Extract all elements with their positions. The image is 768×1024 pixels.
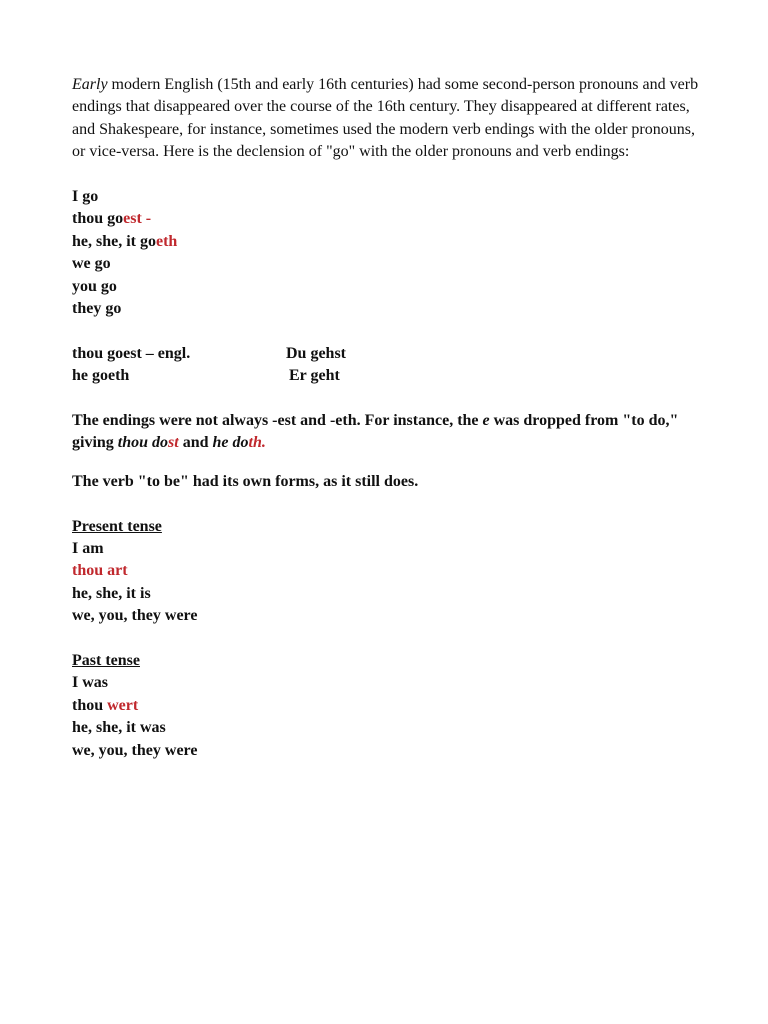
declension-they-go: they go	[72, 300, 122, 318]
endings-text: The endings were not always -est and -eth. For instance, the	[72, 412, 483, 430]
present-thou-art: thou art	[72, 562, 128, 580]
declension-you-go: you go	[72, 277, 117, 295]
he-go-base: he, she, it go	[72, 232, 156, 250]
past-i-was: I was	[72, 674, 109, 692]
past-he-was: he, she, it was	[72, 719, 166, 737]
past-we-were: we, you, they were	[72, 741, 198, 759]
intro-text: modern English (15th and early 16th centuries) had some second-person pronouns and verb endings that disappeared over the course of the 16th century. They disappeared at different rates, and Shakespeare, for instance, sometimes used the modern verb endings with the older pronouns, or vice-versa. Here is the declension of "go" with the older pronouns and verb endings:	[72, 76, 699, 161]
past-thou-wert	[72, 695, 712, 717]
he-doth	[213, 434, 266, 451]
endings-text: was dropped from "to do," giving	[72, 412, 679, 452]
past-tense-section	[72, 650, 712, 762]
thou-go-ending: est -	[123, 210, 152, 228]
past-tense-heading: Past tense	[72, 652, 140, 670]
thou-go-base: thou go	[72, 210, 124, 228]
he-go-ending: eth	[156, 232, 178, 250]
declension-he-goeth	[72, 231, 712, 253]
comparison-german: Er geht	[289, 367, 340, 385]
present-tense-heading: Present tense	[72, 517, 162, 535]
present-he-is: he, she, it is	[72, 584, 151, 602]
declension-i-go: I go	[72, 188, 99, 206]
past-thou-base: thou	[72, 696, 108, 714]
present-tense-section	[72, 516, 712, 628]
comparison-row	[72, 343, 712, 365]
endings-paragraph	[72, 410, 712, 455]
comparison-english: he goeth	[72, 367, 130, 385]
declension-thou-goest	[72, 208, 712, 230]
he-do-base: he do	[212, 434, 249, 452]
comparison-german: Du gehst	[286, 344, 347, 362]
he-do-ending: th.	[248, 434, 266, 452]
go-declension	[72, 186, 712, 320]
declension-we-go: we go	[72, 255, 111, 273]
thou-do-ending: st	[168, 434, 179, 452]
comparison-row	[72, 365, 712, 387]
intro-lead-word: Early	[72, 76, 108, 93]
comparison-english: thou goest – engl.	[72, 344, 191, 362]
endings-and: and	[178, 434, 213, 452]
to-be-paragraph: The verb "to be" had its own forms, as it still does.	[72, 472, 419, 490]
english-german-comparison	[72, 343, 712, 388]
present-we-were: we, you, they were	[72, 607, 198, 625]
present-i-am: I am	[72, 540, 104, 558]
document-page	[72, 74, 712, 762]
intro-paragraph	[72, 74, 712, 164]
thou-dost	[118, 434, 179, 451]
thou-do-base: thou do	[117, 434, 169, 452]
endings-e: e	[482, 412, 490, 430]
past-wert: wert	[107, 696, 139, 714]
